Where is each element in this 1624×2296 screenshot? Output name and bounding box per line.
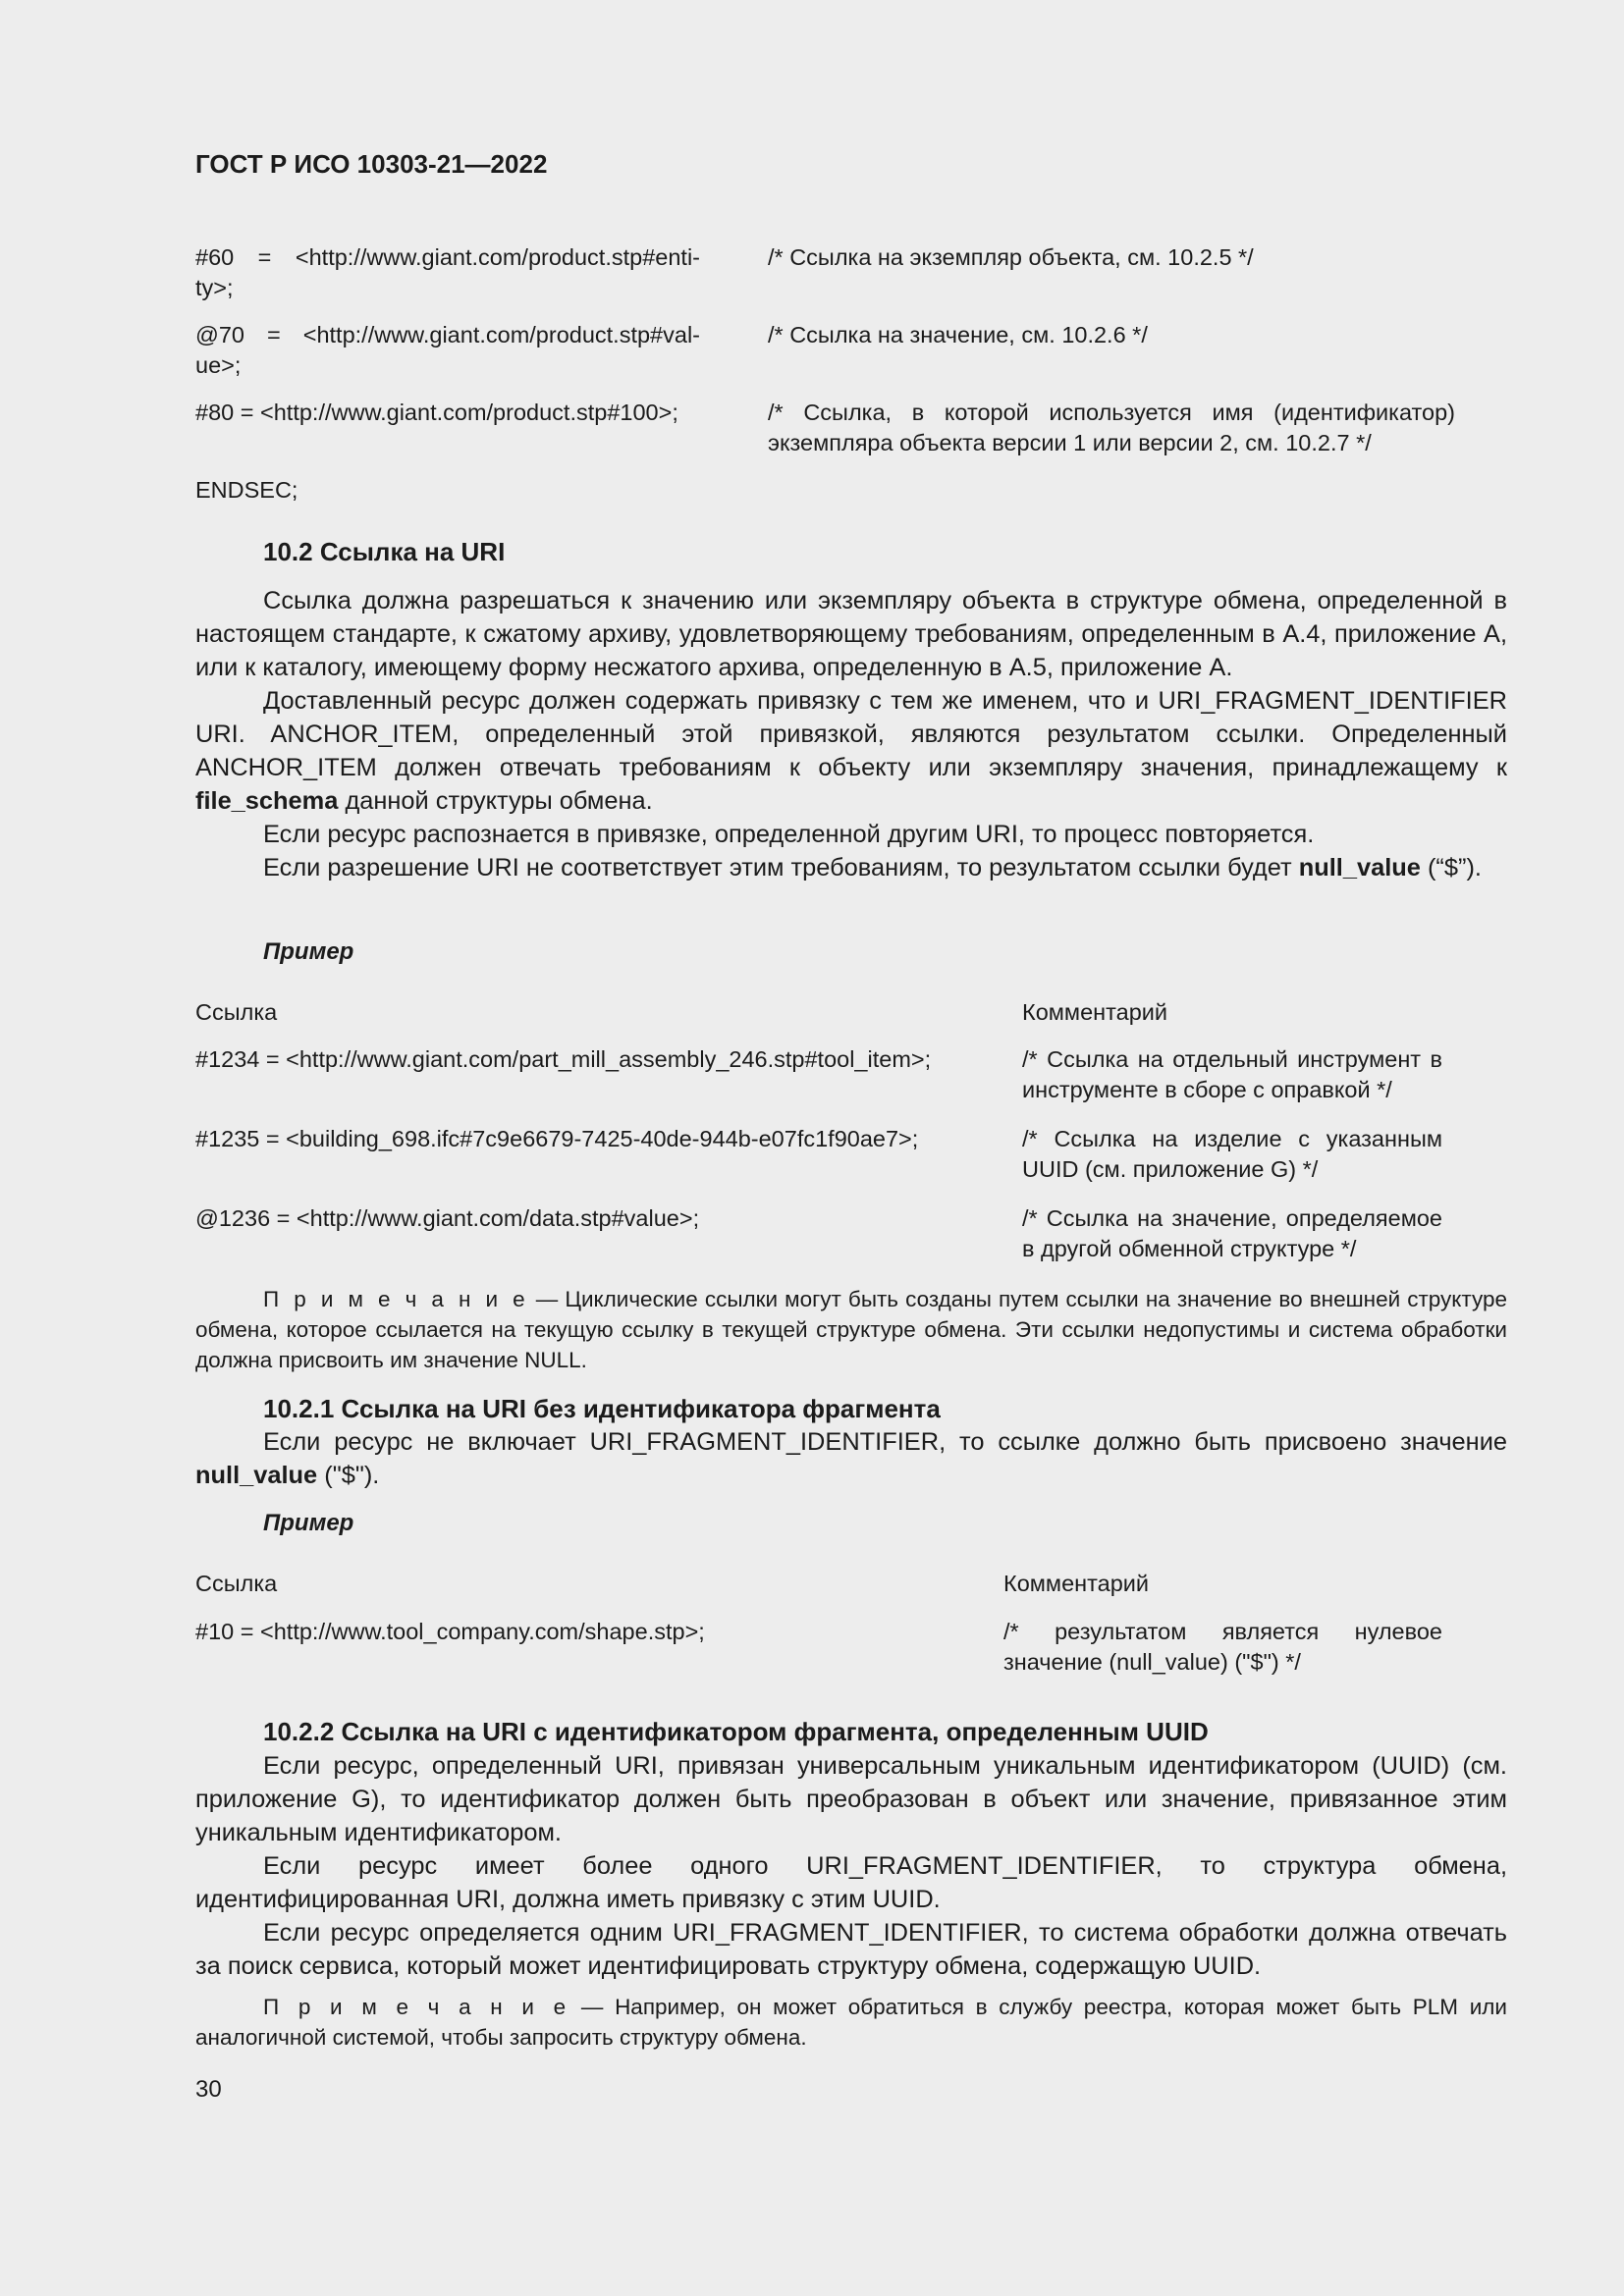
code-row	[195, 398, 1507, 458]
paragraph: Если ресурс имеет более одного URI_FRAGMENT_IDENTIFIER, то структура обмена, идентифицированная URI, должна иметь привязку с этим UUID.	[195, 1852, 1507, 1913]
note-text: — Например, он может обратиться в службу реестра, которая может быть PLM или аналогичной системой, чтобы запросить структуру обмена.	[195, 1995, 1507, 2050]
bold-term: null_value	[1298, 854, 1421, 881]
bold-term: null_value	[195, 1462, 318, 1489]
code-comment: /* Ссылка на значение, см. 10.2.6 */	[768, 322, 1148, 347]
example-row	[195, 1124, 1507, 1185]
code-reference: #60 = <http://www.giant.com/product.stp#enti-ty>;	[195, 244, 700, 300]
section-heading: 10.2 Ссылка на URI	[263, 537, 506, 566]
example-reference: #1235 = <building_698.ifc#7c9e6679-7425-40de-944b-e07fc1f90ae7>;	[195, 1126, 919, 1151]
column-header-reference: Ссылка	[195, 1571, 278, 1596]
note-label: П р и м е ч а н и е	[263, 1995, 570, 2019]
code-row	[195, 475, 1507, 506]
note-text: — Циклические ссылки могут быть созданы путем ссылки на значение во внешней структуре обмена, которое ссылается на текущую ссылку в текущей структуре обмена. Эти ссылки недопустимы и система обработки должна присвоить им значение NULL.	[195, 1287, 1507, 1372]
section-heading: 10.2.2 Ссылка на URI с идентификатором фрагмента, определенным UUID	[263, 1717, 1209, 1746]
example-row	[195, 1044, 1507, 1105]
code-comment: /* Ссылка, в которой используется имя (идентификатор) экземпляра объекта версии 1 или версии 2, см. 10.2.7 */	[768, 400, 1455, 455]
page-number: 30	[195, 2076, 222, 2103]
example-comment: /* Ссылка на значение, определяемое в другой обменной структуре */	[1022, 1205, 1442, 1261]
example-reference: #1234 = <http://www.giant.com/part_mill_assembly_246.stp#tool_item>;	[195, 1046, 932, 1072]
paragraph: Если ресурс определяется одним URI_FRAGMENT_IDENTIFIER, то система обработки должна отвечать за поиск сервиса, который может идентифицировать структуру обмена, содержащую UUID.	[195, 1919, 1507, 1980]
paragraph: Если ресурс распознается в привязке, определенной другим URI, то процесс повторяется.	[263, 821, 1315, 848]
note	[195, 1992, 1507, 2053]
section-body	[195, 1749, 1507, 1983]
section-heading: 10.2.1 Ссылка на URI без идентификатора фрагмента	[263, 1394, 941, 1423]
column-header-comment: Комментарий	[1003, 1571, 1150, 1596]
example-label: Пример	[263, 1510, 354, 1536]
example-comment: /* Ссылка на отдельный инструмент в инструменте в сборе с оправкой */	[1022, 1046, 1442, 1102]
column-header-comment: Комментарий	[1022, 999, 1168, 1025]
code-comment: /* Ссылка на экземпляр объекта, см. 10.2.5 */	[768, 244, 1254, 270]
note-label: П р и м е ч а н и е	[263, 1287, 529, 1311]
section-body	[195, 1425, 1507, 1492]
code-reference: #80 = <http://www.giant.com/product.stp#100>;	[195, 400, 678, 425]
example-row	[195, 1617, 1507, 1678]
example-reference: #10 = <http://www.tool_company.com/shape.stp>;	[195, 1619, 705, 1644]
example-comment: /* Ссылка на изделие с указанным UUID (см. приложение G) */	[1022, 1126, 1442, 1182]
paragraph: Если разрешение URI не соответствует этим требованиям, то результатом ссылки будет null_value (“$”).	[263, 854, 1482, 881]
note	[195, 1284, 1507, 1375]
column-header-reference: Ссылка	[195, 999, 278, 1025]
paragraph: Если ресурс не включает URI_FRAGMENT_IDENTIFIER, то ссылке должно быть присвоено значение null_value ("$").	[195, 1428, 1507, 1489]
example-row	[195, 1203, 1507, 1264]
code-reference: ENDSEC;	[195, 477, 298, 503]
section-body	[195, 584, 1507, 884]
code-reference: @70 = <http://www.giant.com/product.stp#val-ue>;	[195, 322, 700, 378]
bold-term: file_schema	[195, 787, 339, 815]
code-row	[195, 242, 1507, 303]
paragraph: Если ресурс, определенный URI, привязан универсальным уникальным идентификатором (UUID) (см. приложение G), то идентификатор должен быть преобразован в объект или значение, привязанное этим уникальным идентификатором.	[195, 1752, 1507, 1846]
document-header: ГОСТ Р ИСО 10303-21—2022	[195, 149, 548, 179]
example-comment: /* результатом является нулевое значение (null_value) ("$") */	[1003, 1619, 1442, 1675]
paragraph: Ссылка должна разрешаться к значению или экземпляру объекта в структуре обмена, определенной в настоящем стандарте, к сжатому архиву, удовлетворяющему требованиям, определенным в А.4, приложение А, или к каталогу, имеющему форму несжатого архива, определенную в А.5, приложение А.	[195, 587, 1507, 681]
example-reference: @1236 = <http://www.giant.com/data.stp#value>;	[195, 1205, 700, 1231]
code-row	[195, 320, 1507, 381]
paragraph: Доставленный ресурс должен содержать привязку с тем же именем, что и URI_FRAGMENT_IDENTIFIER URI. ANCHOR_ITEM, определенный этой привязкой, являются результатом ссылки. Определенный ANCHOR_ITEM должен отвечать требованиям к объекту или экземпляру значения, принадлежащему к file_schema данной структуры обмена.	[195, 687, 1507, 815]
example-label: Пример	[263, 938, 354, 965]
